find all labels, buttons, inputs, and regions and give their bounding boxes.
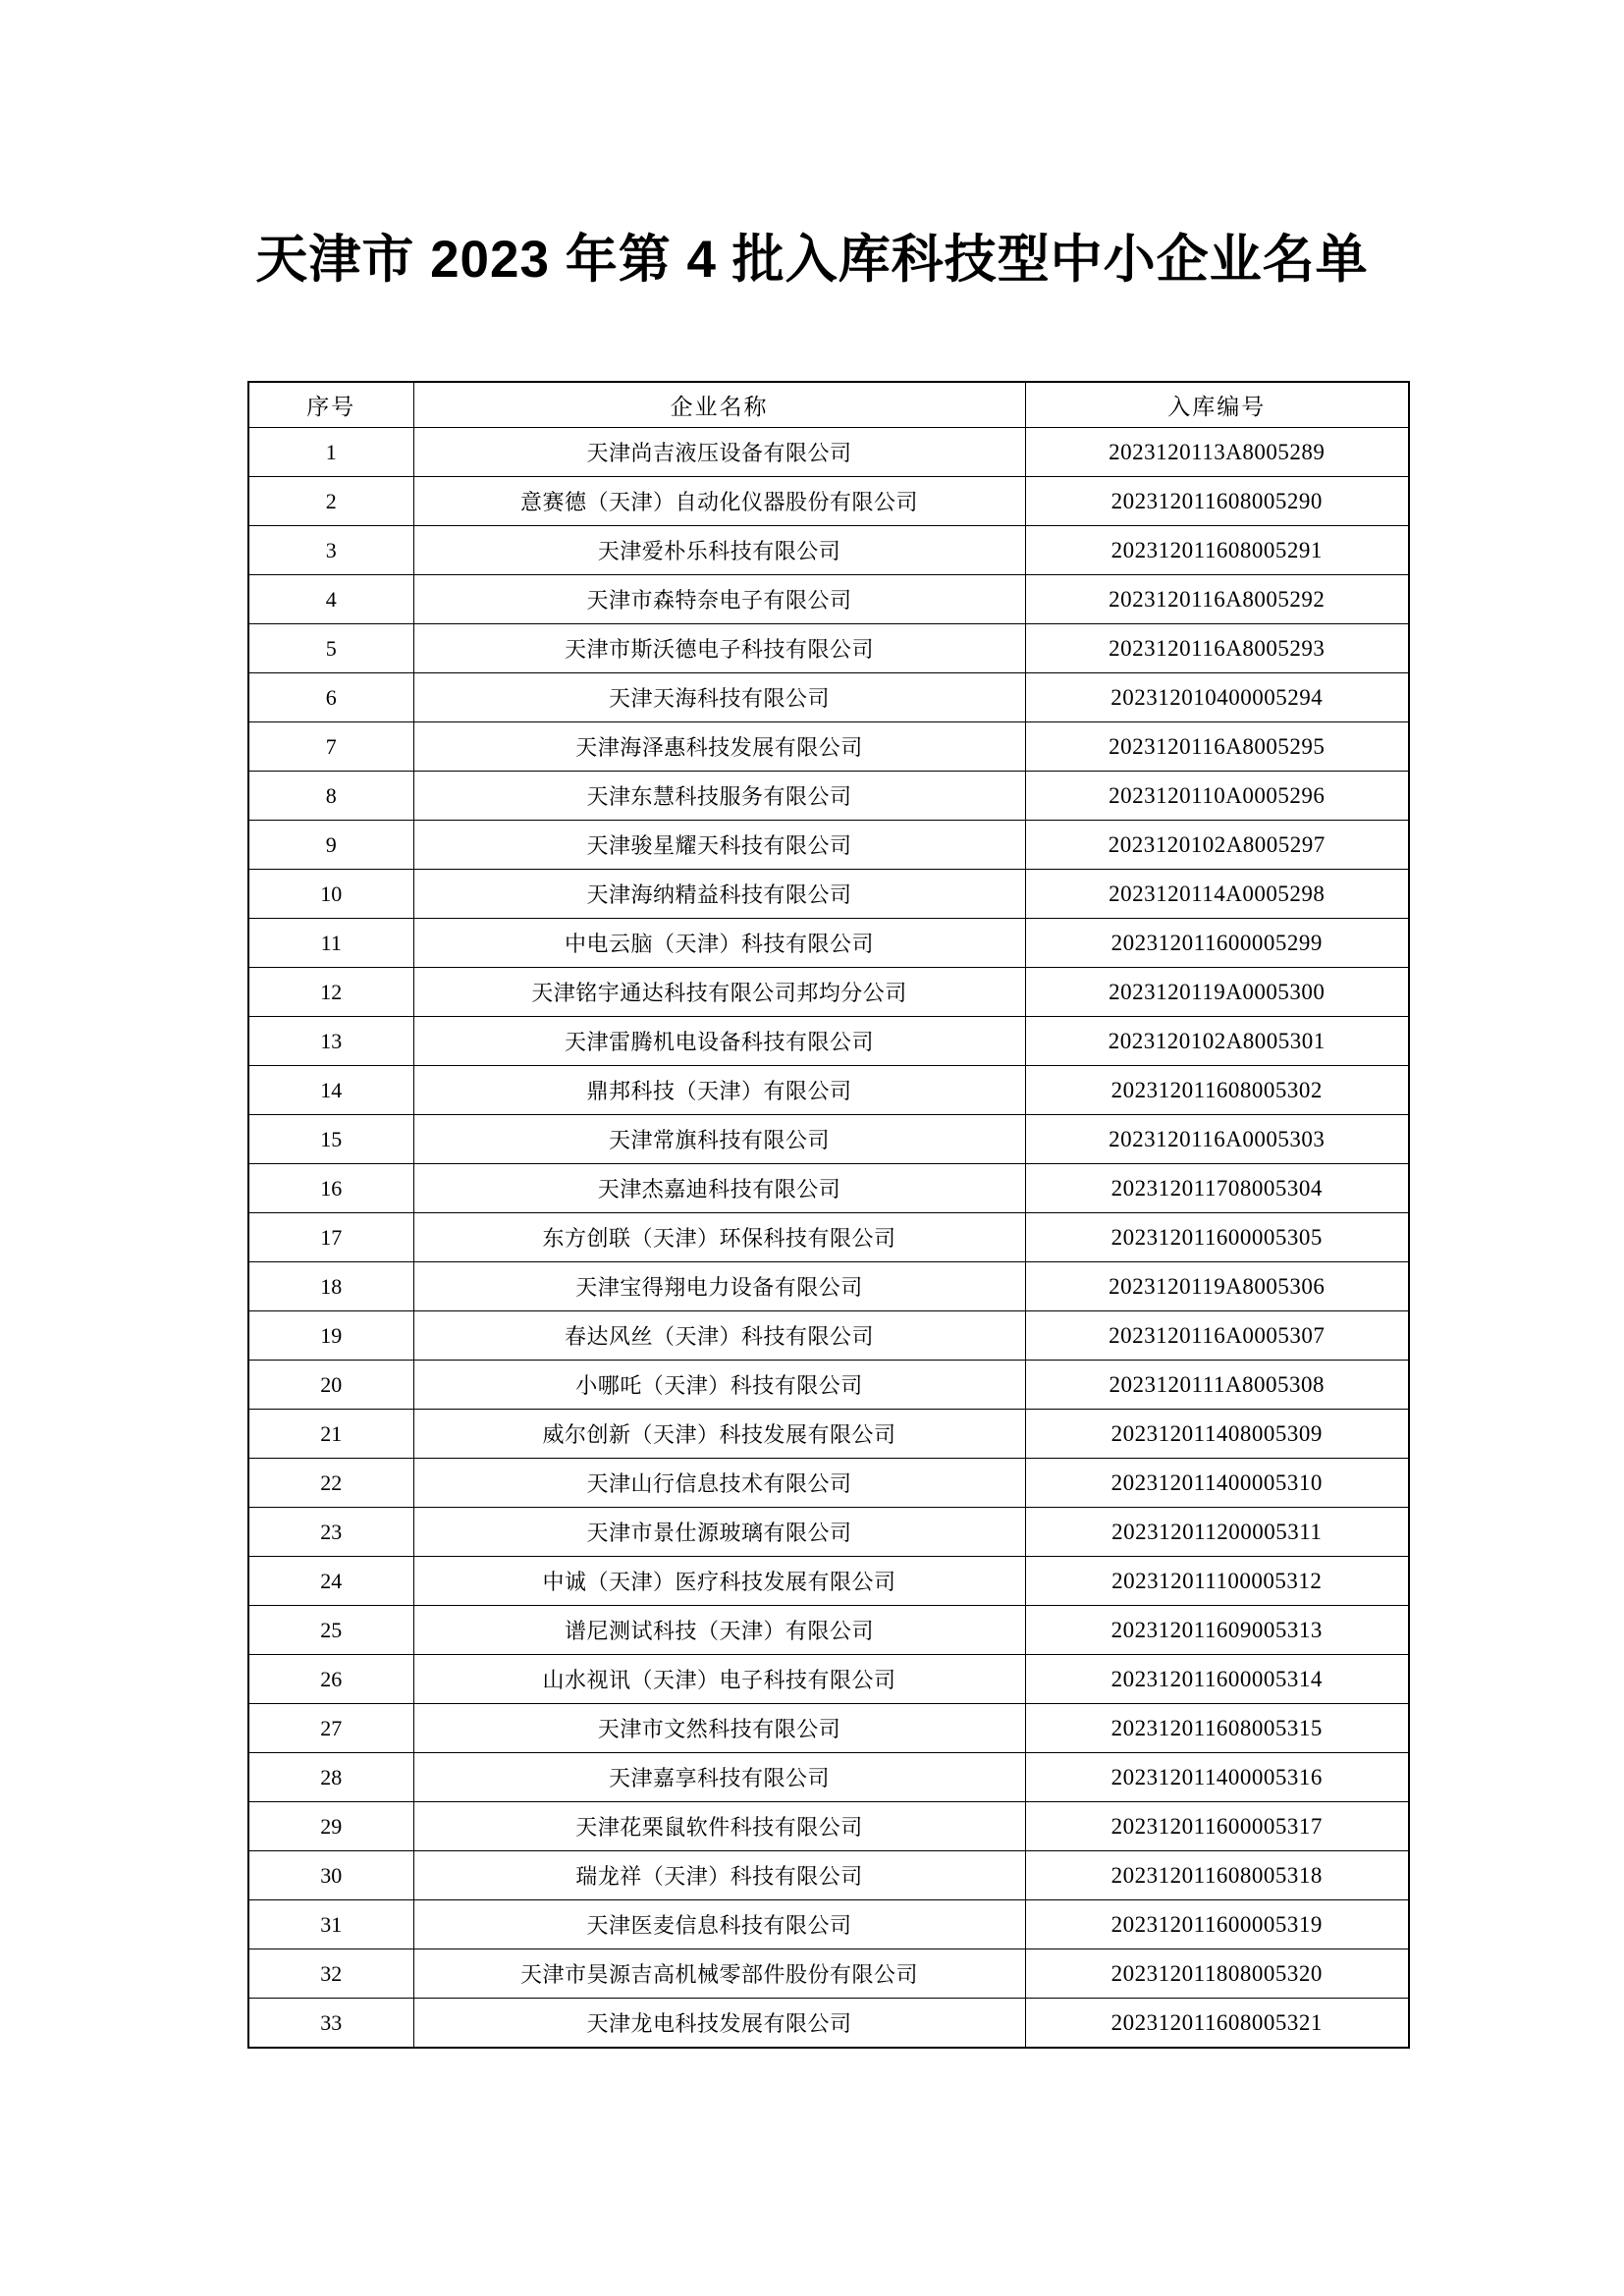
storage-code-cell: 202312011600005299 bbox=[1025, 919, 1409, 968]
storage-code-cell: 2023120111A8005308 bbox=[1025, 1361, 1409, 1410]
header-cell-company-name: 企业名称 bbox=[413, 382, 1025, 428]
company-name-cell: 天津天海科技有限公司 bbox=[413, 673, 1025, 722]
table-row bbox=[248, 1557, 1409, 1606]
table-row bbox=[248, 1262, 1409, 1311]
company-name-cell: 天津嘉享科技有限公司 bbox=[413, 1753, 1025, 1802]
table-row bbox=[248, 1066, 1409, 1115]
row-index-cell: 12 bbox=[248, 968, 413, 1017]
row-index-cell: 23 bbox=[248, 1508, 413, 1557]
storage-code-cell: 2023120113A8005289 bbox=[1025, 428, 1409, 477]
row-index-cell: 3 bbox=[248, 526, 413, 575]
company-name-cell: 天津山行信息技术有限公司 bbox=[413, 1459, 1025, 1508]
storage-code-cell: 202312011200005311 bbox=[1025, 1508, 1409, 1557]
storage-code-cell: 2023120114A0005298 bbox=[1025, 870, 1409, 919]
company-name-cell: 东方创联（天津）环保科技有限公司 bbox=[413, 1213, 1025, 1262]
storage-code-cell: 2023120102A8005297 bbox=[1025, 821, 1409, 870]
row-index-cell: 7 bbox=[248, 722, 413, 772]
table-row bbox=[248, 772, 1409, 821]
row-index-cell: 18 bbox=[248, 1262, 413, 1311]
company-name-cell: 鼎邦科技（天津）有限公司 bbox=[413, 1066, 1025, 1115]
row-index-cell: 16 bbox=[248, 1164, 413, 1213]
storage-code-cell: 2023120116A0005307 bbox=[1025, 1311, 1409, 1361]
row-index-cell: 22 bbox=[248, 1459, 413, 1508]
company-name-cell: 天津花栗鼠软件科技有限公司 bbox=[413, 1802, 1025, 1851]
table-row bbox=[248, 1115, 1409, 1164]
company-name-cell: 小哪吒（天津）科技有限公司 bbox=[413, 1361, 1025, 1410]
row-index-cell: 1 bbox=[248, 428, 413, 477]
storage-code-cell: 2023120119A8005306 bbox=[1025, 1262, 1409, 1311]
storage-code-cell: 202312011808005320 bbox=[1025, 1949, 1409, 1999]
storage-code-cell: 202312011600005305 bbox=[1025, 1213, 1409, 1262]
row-index-cell: 9 bbox=[248, 821, 413, 870]
table-row bbox=[248, 1999, 1409, 2049]
storage-code-cell: 202312011400005310 bbox=[1025, 1459, 1409, 1508]
table-row bbox=[248, 1017, 1409, 1066]
table-row bbox=[248, 1311, 1409, 1361]
company-name-cell: 天津市森特奈电子有限公司 bbox=[413, 575, 1025, 624]
table-row bbox=[248, 1704, 1409, 1753]
company-name-cell: 瑞龙祥（天津）科技有限公司 bbox=[413, 1851, 1025, 1900]
company-name-cell: 谱尼测试科技（天津）有限公司 bbox=[413, 1606, 1025, 1655]
table-row bbox=[248, 870, 1409, 919]
storage-code-cell: 202312011608005318 bbox=[1025, 1851, 1409, 1900]
row-index-cell: 10 bbox=[248, 870, 413, 919]
table-row bbox=[248, 1655, 1409, 1704]
companies-table bbox=[247, 381, 1410, 2049]
row-index-cell: 33 bbox=[248, 1999, 413, 2049]
storage-code-cell: 2023120116A8005295 bbox=[1025, 722, 1409, 772]
storage-code-cell: 2023120116A0005303 bbox=[1025, 1115, 1409, 1164]
company-name-cell: 天津宝得翔电力设备有限公司 bbox=[413, 1262, 1025, 1311]
table-row bbox=[248, 919, 1409, 968]
company-name-cell: 天津市斯沃德电子科技有限公司 bbox=[413, 624, 1025, 673]
storage-code-cell: 202312011100005312 bbox=[1025, 1557, 1409, 1606]
company-name-cell: 天津东慧科技服务有限公司 bbox=[413, 772, 1025, 821]
company-name-cell: 春达风丝（天津）科技有限公司 bbox=[413, 1311, 1025, 1361]
row-index-cell: 4 bbox=[248, 575, 413, 624]
storage-code-cell: 202312011609005313 bbox=[1025, 1606, 1409, 1655]
row-index-cell: 31 bbox=[248, 1900, 413, 1949]
row-index-cell: 5 bbox=[248, 624, 413, 673]
company-name-cell: 天津杰嘉迪科技有限公司 bbox=[413, 1164, 1025, 1213]
row-index-cell: 11 bbox=[248, 919, 413, 968]
company-name-cell: 天津骏星耀天科技有限公司 bbox=[413, 821, 1025, 870]
table-row bbox=[248, 1459, 1409, 1508]
table-row bbox=[248, 1164, 1409, 1213]
row-index-cell: 27 bbox=[248, 1704, 413, 1753]
row-index-cell: 21 bbox=[248, 1410, 413, 1459]
table-row bbox=[248, 428, 1409, 477]
company-name-cell: 天津市文然科技有限公司 bbox=[413, 1704, 1025, 1753]
row-index-cell: 29 bbox=[248, 1802, 413, 1851]
row-index-cell: 30 bbox=[248, 1851, 413, 1900]
row-index-cell: 28 bbox=[248, 1753, 413, 1802]
company-name-cell: 天津雷腾机电设备科技有限公司 bbox=[413, 1017, 1025, 1066]
storage-code-cell: 202312011608005302 bbox=[1025, 1066, 1409, 1115]
company-name-cell: 天津市昊源吉高机械零部件股份有限公司 bbox=[413, 1949, 1025, 1999]
row-index-cell: 20 bbox=[248, 1361, 413, 1410]
table-row bbox=[248, 673, 1409, 722]
row-index-cell: 24 bbox=[248, 1557, 413, 1606]
row-index-cell: 13 bbox=[248, 1017, 413, 1066]
storage-code-cell: 202312011408005309 bbox=[1025, 1410, 1409, 1459]
storage-code-cell: 202312011600005319 bbox=[1025, 1900, 1409, 1949]
storage-code-cell: 2023120119A0005300 bbox=[1025, 968, 1409, 1017]
storage-code-cell: 202312011600005314 bbox=[1025, 1655, 1409, 1704]
header-cell-storage-code: 入库编号 bbox=[1025, 382, 1409, 428]
storage-code-cell: 202312011608005315 bbox=[1025, 1704, 1409, 1753]
table-row bbox=[248, 1900, 1409, 1949]
table-row bbox=[248, 722, 1409, 772]
row-index-cell: 25 bbox=[248, 1606, 413, 1655]
company-name-cell: 天津铭宇通达科技有限公司邦均分公司 bbox=[413, 968, 1025, 1017]
company-name-cell: 天津爱朴乐科技有限公司 bbox=[413, 526, 1025, 575]
company-name-cell: 意赛德（天津）自动化仪器股份有限公司 bbox=[413, 477, 1025, 526]
document-title: 天津市 2023 年第 4 批入库科技型中小企业名单 bbox=[255, 231, 1369, 289]
row-index-cell: 26 bbox=[248, 1655, 413, 1704]
table-row bbox=[248, 1361, 1409, 1410]
storage-code-cell: 202312011608005290 bbox=[1025, 477, 1409, 526]
row-index-cell: 32 bbox=[248, 1949, 413, 1999]
storage-code-cell: 2023120110A0005296 bbox=[1025, 772, 1409, 821]
storage-code-cell: 202312011608005291 bbox=[1025, 526, 1409, 575]
storage-code-cell: 202312011400005316 bbox=[1025, 1753, 1409, 1802]
row-index-cell: 6 bbox=[248, 673, 413, 722]
table-row bbox=[248, 1213, 1409, 1262]
storage-code-cell: 202312011708005304 bbox=[1025, 1164, 1409, 1213]
table-row bbox=[248, 1753, 1409, 1802]
table-row bbox=[248, 477, 1409, 526]
table-row bbox=[248, 1949, 1409, 1999]
row-index-cell: 15 bbox=[248, 1115, 413, 1164]
table-row bbox=[248, 1606, 1409, 1655]
company-name-cell: 天津医麦信息科技有限公司 bbox=[413, 1900, 1025, 1949]
table-row bbox=[248, 526, 1409, 575]
header-cell-index: 序号 bbox=[248, 382, 413, 428]
table-row bbox=[248, 1851, 1409, 1900]
table-row bbox=[248, 968, 1409, 1017]
table-row bbox=[248, 821, 1409, 870]
company-name-cell: 天津龙电科技发展有限公司 bbox=[413, 1999, 1025, 2049]
table-header-row bbox=[248, 382, 1409, 428]
company-name-cell: 山水视讯（天津）电子科技有限公司 bbox=[413, 1655, 1025, 1704]
row-index-cell: 17 bbox=[248, 1213, 413, 1262]
storage-code-cell: 2023120102A8005301 bbox=[1025, 1017, 1409, 1066]
company-name-cell: 天津尚吉液压设备有限公司 bbox=[413, 428, 1025, 477]
table-row bbox=[248, 1508, 1409, 1557]
company-name-cell: 中诚（天津）医疗科技发展有限公司 bbox=[413, 1557, 1025, 1606]
company-name-cell: 天津海纳精益科技有限公司 bbox=[413, 870, 1025, 919]
company-name-cell: 天津市景仕源玻璃有限公司 bbox=[413, 1508, 1025, 1557]
company-name-cell: 中电云脑（天津）科技有限公司 bbox=[413, 919, 1025, 968]
row-index-cell: 19 bbox=[248, 1311, 413, 1361]
company-name-cell: 天津海泽惠科技发展有限公司 bbox=[413, 722, 1025, 772]
table-row bbox=[248, 575, 1409, 624]
storage-code-cell: 2023120116A8005292 bbox=[1025, 575, 1409, 624]
row-index-cell: 14 bbox=[248, 1066, 413, 1115]
row-index-cell: 2 bbox=[248, 477, 413, 526]
storage-code-cell: 202312011600005317 bbox=[1025, 1802, 1409, 1851]
table-row bbox=[248, 1802, 1409, 1851]
company-name-cell: 天津常旗科技有限公司 bbox=[413, 1115, 1025, 1164]
storage-code-cell: 2023120116A8005293 bbox=[1025, 624, 1409, 673]
company-name-cell: 威尔创新（天津）科技发展有限公司 bbox=[413, 1410, 1025, 1459]
storage-code-cell: 202312010400005294 bbox=[1025, 673, 1409, 722]
storage-code-cell: 202312011608005321 bbox=[1025, 1999, 1409, 2049]
row-index-cell: 8 bbox=[248, 772, 413, 821]
table-row bbox=[248, 624, 1409, 673]
table-row bbox=[248, 1410, 1409, 1459]
